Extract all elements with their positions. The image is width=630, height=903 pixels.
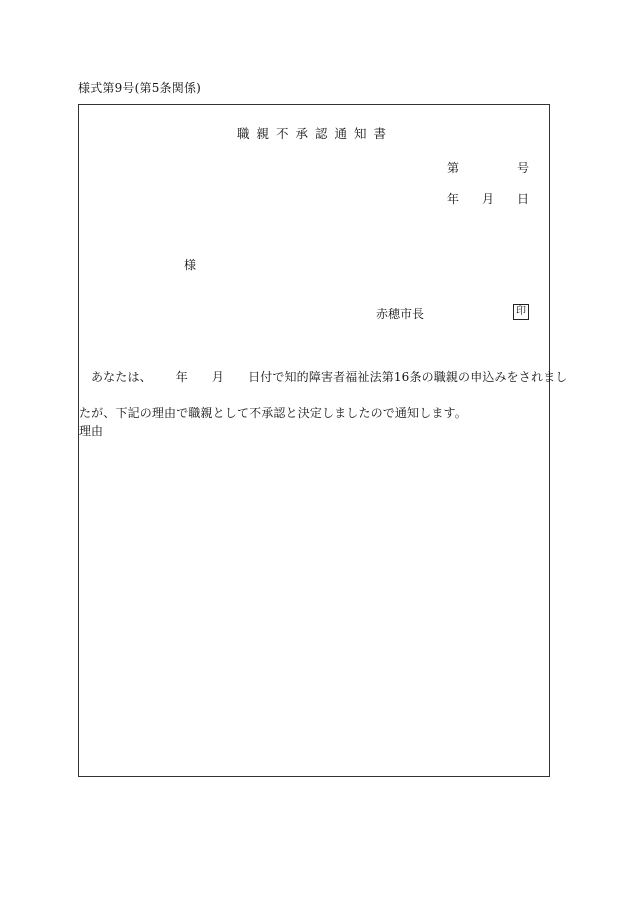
form-number-caption: 様式第9号(第5条関係) [78, 81, 202, 95]
notice-frame [78, 104, 568, 777]
issuer-name: 赤穂市長 [376, 307, 425, 321]
body-intro: あなたは、 [91, 370, 152, 384]
body-year-label: 年 [175, 370, 188, 384]
seal-mark: 印 [513, 304, 529, 320]
body-month-label: 月 [211, 370, 225, 384]
body-line-1-rest: 日付で知的障害者福祉法第16条の職親の申込みをされまし [248, 370, 568, 384]
notice-body [79, 359, 568, 431]
body-line-2: たが、下記の理由で職親として不承認と決定しましたので通知します。 [79, 406, 467, 420]
reason-label: 理由 [79, 424, 104, 438]
document-number-prefix: 第 [447, 161, 460, 175]
date-year-label: 年 [447, 192, 460, 206]
notice-title: 職親不承認通知書 [237, 126, 394, 141]
addressee-honorific: 様 [184, 258, 197, 272]
date-month-label: 月 [482, 192, 495, 206]
body-line-1 [79, 359, 568, 395]
document-number-suffix: 号 [517, 161, 530, 175]
date-day-label: 日 [517, 192, 530, 206]
